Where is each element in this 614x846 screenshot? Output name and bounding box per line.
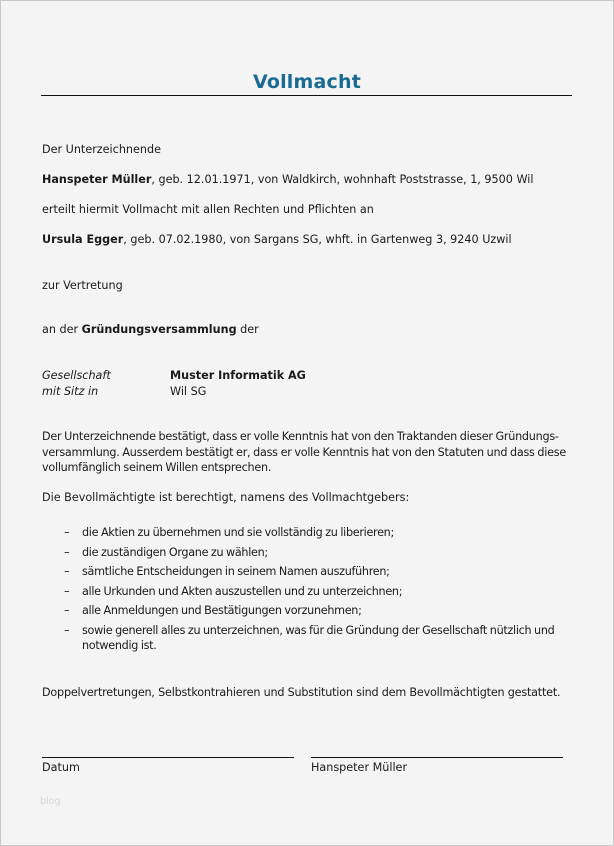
dash-bullet-icon: –: [64, 565, 70, 578]
list-item: – die Aktien zu übernehmen und sie vollständig zu liberieren;: [64, 526, 394, 539]
watermark: blog: [40, 796, 61, 807]
acknowledgement-line: versammlung. Ausserdem bestätigt er, dass er volle Kenntnis hat von den Statuten und dass diese: [42, 445, 566, 459]
signature-line-date: [42, 757, 294, 758]
dash-bullet-icon: –: [64, 584, 70, 598]
principal-details: , geb. 12.01.1971, von Waldkirch, wohnhaft Poststrasse, 1, 9500 Wil: [151, 173, 534, 186]
list-item: – sämtliche Entscheidungen in seinem Namen auszuführen;: [64, 565, 390, 578]
dash-bullet-icon: –: [64, 604, 70, 617]
seat-label: mit Sitz in: [42, 385, 99, 398]
authorization-intro: Die Bevollmächtigte ist berechtigt, namens des Vollmachtgebers:: [42, 491, 410, 504]
meeting-name: Gründungsversammlung: [81, 323, 237, 336]
list-item: – alle Urkunden und Akten auszustellen und zu unterzeichnen;: [64, 584, 403, 598]
agent-details: , geb. 07.02.1980, von Sargans SG, whft. in Gartenweg 3, 9240 Uzwil: [123, 233, 512, 246]
principal-line: [42, 173, 533, 187]
signature-label-principal: Hanspeter Müller: [311, 761, 408, 774]
powers-list: [42, 525, 582, 658]
list-item: – die zuständigen Organe zu wählen;: [64, 545, 268, 559]
agent-line: [42, 233, 512, 247]
company-value: Muster Informatik AG: [170, 369, 306, 382]
acknowledgement-line: vollumfänglich seinem Willen entsprechen.: [42, 461, 272, 474]
meeting-suffix: der: [236, 323, 259, 336]
dash-bullet-icon: –: [64, 623, 70, 637]
grant-text: erteilt hiermit Vollmacht mit allen Rechten und Pflichten an: [42, 203, 374, 216]
list-item: – sowie generell alles zu unterzeichnen, was für die Gründung der Gesellschaft nützlich und notwendig ist.: [64, 623, 555, 652]
principal-name: Hanspeter Müller: [42, 173, 152, 186]
agent-name: Ursula Egger: [42, 233, 124, 246]
closing-statement: Doppelvertretungen, Selbstkontrahieren und Substitution sind dem Bevollmächtigten gestattet.: [42, 686, 561, 699]
document-title: Vollmacht: [252, 71, 362, 93]
signature-line-principal: [311, 757, 563, 758]
meeting-prefix: an der: [42, 323, 82, 336]
company-label: Gesellschaft: [42, 369, 111, 382]
purpose-text: zur Vertretung: [42, 279, 123, 292]
intro-label: Der Unterzeichnende: [42, 143, 161, 156]
list-item: – alle Anmeldungen und Bestätigungen vorzunehmen;: [64, 604, 362, 617]
meeting-line: [42, 323, 259, 337]
title-divider: [41, 95, 572, 96]
seat-value: Wil SG: [170, 385, 207, 398]
signature-label-date: Datum: [42, 761, 80, 774]
dash-bullet-icon: –: [64, 545, 70, 559]
acknowledgement-line: Der Unterzeichnende bestätigt, dass er volle Kenntnis hat von den Traktanden dieser Gründungs-: [42, 430, 559, 443]
acknowledgement-paragraph: [42, 429, 582, 476]
dash-bullet-icon: –: [64, 526, 70, 539]
